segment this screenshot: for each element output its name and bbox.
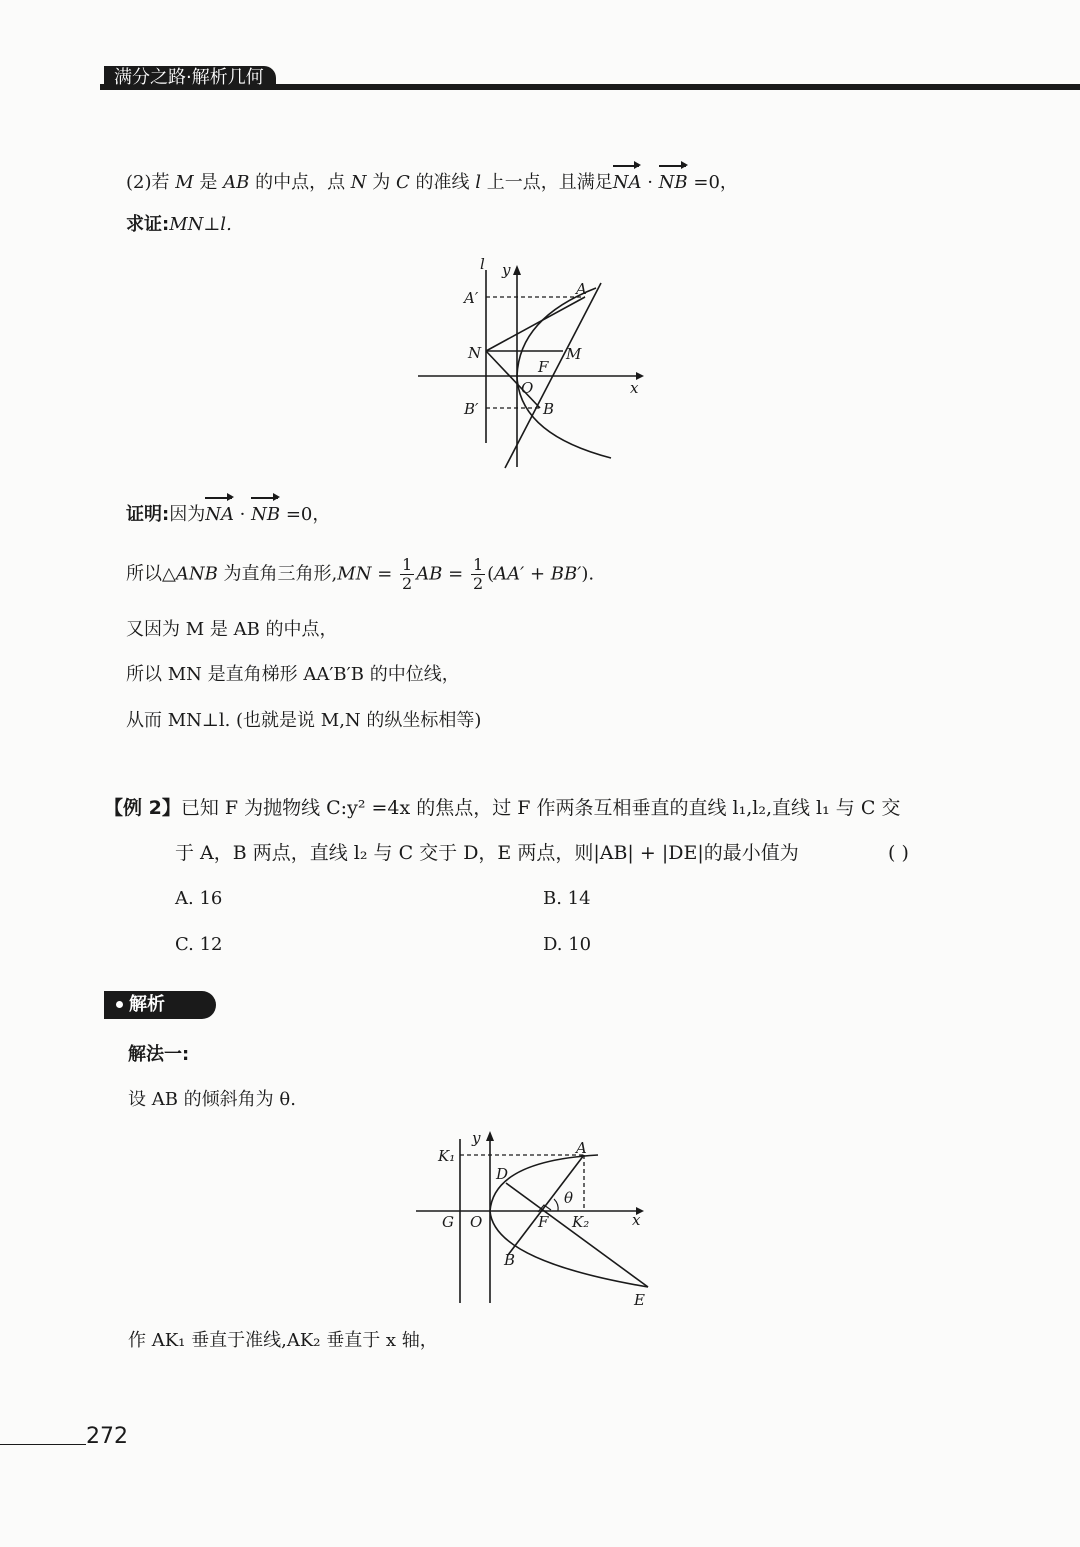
example-tag: 【例 2】 bbox=[104, 797, 181, 819]
analysis-tab-label: 解析 bbox=[129, 994, 165, 1015]
var-AB: AB bbox=[223, 172, 250, 193]
example2-line1 bbox=[104, 795, 900, 821]
prove-statement: MN⊥l. bbox=[169, 214, 232, 235]
fraction-half-2 bbox=[471, 556, 485, 593]
analysis-line2: 作 AK₁ 垂直于准线,AK₂ 垂直于 x 轴， bbox=[128, 1330, 438, 1351]
label-N: N bbox=[468, 344, 482, 362]
label-G: G bbox=[442, 1213, 454, 1231]
label-B-prime: B′ bbox=[464, 400, 479, 418]
proof-line5: 从而 MN⊥l. (也就是说 M,N 的纵坐标相等) bbox=[126, 710, 482, 731]
text: 的中点，点 bbox=[249, 172, 351, 193]
label-y: y bbox=[502, 261, 511, 279]
equals: = bbox=[442, 563, 469, 585]
answer-bracket: ( ) bbox=[888, 842, 909, 864]
label-D: D bbox=[496, 1165, 509, 1183]
text: 为直角三角形, bbox=[217, 563, 338, 585]
dot-operator: · bbox=[233, 504, 252, 525]
text: =0， bbox=[687, 172, 738, 193]
var-AB: AB bbox=[416, 563, 443, 585]
vector-NA: NA bbox=[205, 500, 234, 528]
frac-numerator: 1 bbox=[472, 555, 484, 574]
label-F: F bbox=[538, 358, 549, 376]
frac-denominator: 2 bbox=[472, 574, 484, 593]
text: 因为 bbox=[169, 504, 206, 525]
footer-rule bbox=[0, 1444, 86, 1445]
example2-line2: 于 A，B 两点，直线 l₂ 与 C 交于 D，E 两点，则|AB| + |DE|的最小值为 bbox=[175, 842, 799, 864]
label-A: A bbox=[576, 1139, 587, 1157]
part2-line1 bbox=[126, 168, 738, 196]
y-axis-arrow-icon bbox=[513, 265, 521, 275]
paren: ( bbox=[487, 563, 495, 585]
figure-parabola-1 bbox=[410, 255, 650, 475]
vector-NA: NA bbox=[613, 168, 642, 196]
text: =0， bbox=[280, 504, 331, 525]
y-axis-arrow-icon bbox=[486, 1131, 494, 1141]
label-A: A bbox=[576, 280, 587, 298]
option-C: C. 12 bbox=[175, 934, 223, 955]
label-y: y bbox=[472, 1129, 481, 1147]
var-C: C bbox=[396, 172, 410, 193]
label-E: E bbox=[634, 1291, 645, 1309]
label-B: B bbox=[504, 1251, 516, 1269]
label-theta: θ bbox=[564, 1189, 574, 1207]
text: 上一点，且满足 bbox=[481, 172, 613, 193]
bullet-icon bbox=[116, 1001, 123, 1008]
text: (2)若 bbox=[126, 172, 176, 193]
frac-denominator: 2 bbox=[402, 574, 413, 593]
figure-parabola-2 bbox=[408, 1125, 658, 1315]
analysis-tab bbox=[104, 991, 216, 1019]
analysis-line1: 设 AB 的倾斜角为 θ. bbox=[128, 1089, 296, 1110]
frac-numerator: 1 bbox=[402, 555, 413, 574]
option-B: B. 14 bbox=[543, 888, 591, 909]
header-title: 满分之路·解析几何 bbox=[104, 66, 276, 90]
parabola-curve bbox=[517, 288, 611, 458]
text: 的准线 bbox=[409, 172, 476, 193]
equals: = bbox=[371, 563, 398, 585]
proof-line2 bbox=[126, 556, 594, 593]
prove-label: 求证: bbox=[126, 214, 170, 235]
var-M: M bbox=[175, 172, 194, 193]
part2-prove bbox=[126, 212, 232, 238]
dot-operator: · bbox=[641, 172, 659, 193]
triangle-ANB: ANB bbox=[175, 563, 218, 585]
paren: ). bbox=[581, 563, 595, 585]
sum-AA-BB: AA′ + BB′ bbox=[494, 563, 582, 585]
label-B: B bbox=[543, 400, 555, 418]
label-O: O bbox=[521, 379, 534, 397]
text: 已知 F 为抛物线 C:y² =4x 的焦点，过 F 作两条互相垂直的直线 l₁,l₂,直线 l₁ 与 C 交 bbox=[180, 797, 901, 819]
text: 为 bbox=[366, 172, 396, 193]
var-N: N bbox=[350, 172, 367, 193]
theta-arc bbox=[554, 1199, 558, 1211]
option-A: A. 16 bbox=[175, 888, 223, 909]
var-MN: MN bbox=[337, 563, 372, 585]
label-x: x bbox=[630, 379, 639, 397]
proof-line1 bbox=[126, 500, 330, 528]
label-A-prime: A′ bbox=[464, 289, 479, 307]
text: 是 bbox=[193, 172, 224, 193]
label-O: O bbox=[470, 1213, 483, 1231]
label-x: x bbox=[632, 1211, 641, 1229]
label-l: l bbox=[480, 255, 485, 273]
vector-NB: NB bbox=[659, 168, 688, 196]
method-heading: 解法一: bbox=[128, 1044, 190, 1065]
var-l: l bbox=[475, 172, 481, 193]
proof-line3: 又因为 M 是 AB 的中点， bbox=[126, 619, 338, 640]
text: 所以△ bbox=[126, 563, 176, 585]
label-F: F bbox=[538, 1213, 549, 1231]
proof-line4: 所以 MN 是直角梯形 AA′B′B 的中位线， bbox=[126, 664, 460, 685]
fraction-half-1 bbox=[400, 556, 414, 593]
vector-NB: NB bbox=[251, 500, 280, 528]
label-K2: K₂ bbox=[572, 1213, 590, 1231]
label-M: M bbox=[566, 345, 582, 363]
proof-label: 证明: bbox=[126, 504, 170, 525]
label-K1: K₁ bbox=[438, 1147, 456, 1165]
option-D: D. 10 bbox=[543, 934, 592, 955]
page-number: 272 bbox=[86, 1424, 128, 1449]
